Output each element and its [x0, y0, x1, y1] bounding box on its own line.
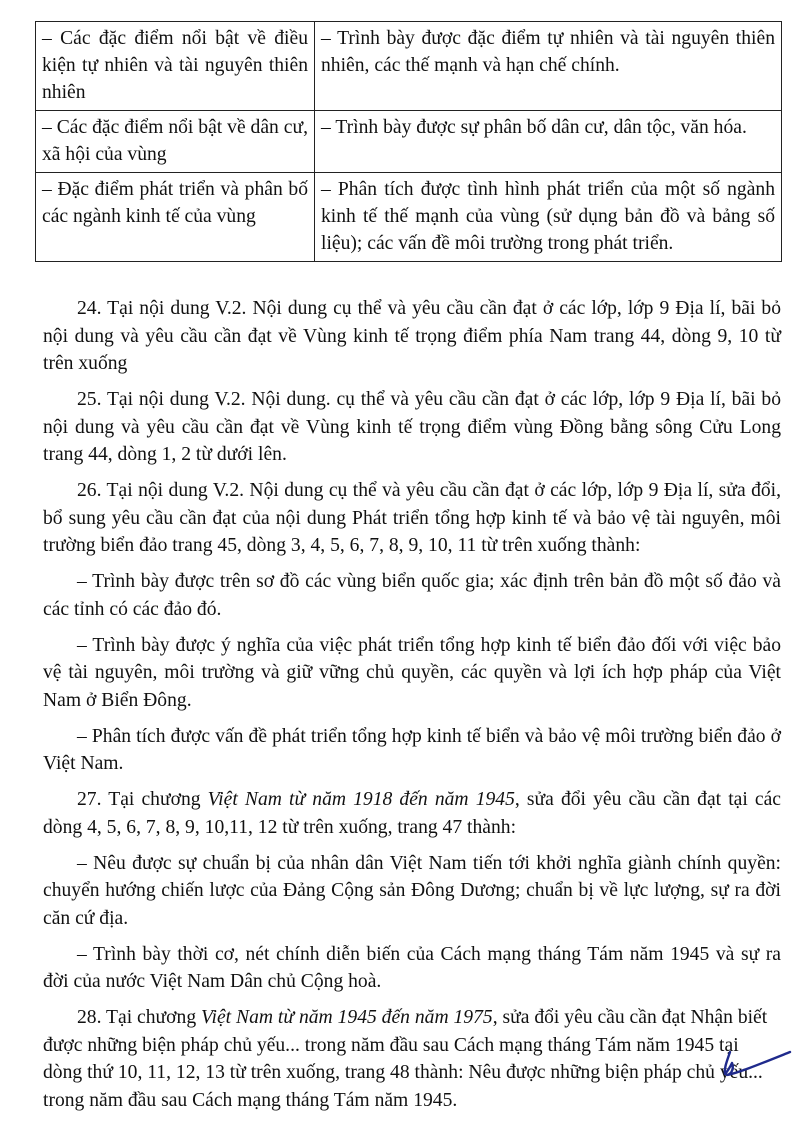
paragraph-27 — [43, 786, 781, 841]
paragraph-25: 25. Tại nội dung V.2. Nội dung. cụ thể và yêu cầu cần đạt ở các lớp, lớp 9 Địa lí, bãi bỏ nội dung và yêu cầu cần đạt về Vùng kinh tế trọng điểm vùng Đồng bằng sông Cửu Long trang 44, dòng 1, 2 từ dưới lên. — [43, 389, 781, 465]
requirements-table — [35, 21, 782, 262]
table-cell-content: – Các đặc điểm nổi bật về dân cư, xã hội của vùng — [36, 111, 315, 173]
paragraph-27-rest: , sửa đổi yêu cầu cần đạt tại các dòng 4, 5, 6, 7, 8, 9, 10,11, 12 từ trên xuống, trang 47 thành: — [43, 789, 781, 838]
paragraph-27-chapter-title: Việt Nam từ năm 1918 đến năm 1945 — [207, 789, 515, 810]
table-cell-requirement: – Trình bày được đặc điểm tự nhiên và tài nguyên thiên nhiên, các thế mạnh và hạn chế chính. — [315, 22, 782, 111]
paragraph-28-chapter-title: Việt Nam từ năm 1945 đến năm 1975 — [201, 1007, 493, 1028]
table-cell-content: – Các đặc điểm nổi bật về điều kiện tự nhiên và tài nguyên thiên nhiên — [36, 22, 315, 111]
table-row — [36, 173, 782, 262]
paragraph-28-lead: 28. Tại chương — [77, 1007, 202, 1028]
table-row — [36, 111, 782, 173]
bullet-26-1: – Trình bày được trên sơ đồ các vùng biển quốc gia; xác định trên bản đồ một số đảo và các tỉnh có các đảo đó. — [43, 571, 781, 620]
bullet-26-3: – Phân tích được vấn đề phát triển tổng hợp kinh tế biển và bảo vệ môi trường biển đảo ở Việt Nam. — [43, 725, 781, 774]
bullet-27-1: – Nêu được sự chuẩn bị của nhân dân Việt Nam tiến tới khởi nghĩa giành chính quyền: chuyển hướng chiến lược của Đảng Cộng sản Đông Dương; chuẩn bị về lực lượng, sự ra đời căn cứ địa. — [43, 852, 781, 929]
paragraph-26: 26. Tại nội dung V.2. Nội dung cụ thể và yêu cầu cần đạt ở các lớp, lớp 9 Địa lí, sửa đổi, bổ sung yêu cầu cần đạt của nội dung Phát triển tổng hợp kinh tế và bảo vệ tài nguyên, môi trường biển đảo trang 45, dòng 3, 4, 5, 6, 7, 8, 9, 10, 11 từ trên xuống thành: — [43, 480, 781, 556]
signature-mark — [708, 1030, 793, 1080]
bullet-27-2: – Trình bày thời cơ, nét chính diễn biến của Cách mạng tháng Tám năm 1945 và sự ra đời của nước Việt Nam Dân chủ Cộng hoà. — [43, 943, 781, 992]
bullet-26-2: – Trình bày được ý nghĩa của việc phát triển tổng hợp kinh tế biển đảo đối với việc bảo vệ tài nguyên, môi trường và giữ vững chủ quyền, các quyền và lợi ích hợp pháp của Việt Nam ở Biển Đông. — [43, 634, 781, 711]
table-row — [36, 22, 782, 111]
document-body — [43, 295, 781, 1123]
paragraph-27-lead: 27. Tại chương — [77, 789, 208, 810]
paragraph-28-rest: , sửa đổi yêu cầu cần đạt Nhận biết được những biện pháp chủ yếu... trong năm đầu sau Cách mạng tháng Tám năm 1945 tại dòng thứ 10, 11, 12, 13 từ trên xuống, trang 48 thành: Nêu được những biện pháp chủ yếu... trong năm đầu sau Cách mạng tháng Tám năm 1945. — [43, 1007, 768, 1111]
paragraph-28 — [43, 1004, 781, 1114]
table-cell-requirement: – Phân tích được tình hình phát triển của một số ngành kinh tế thế mạnh của vùng (sử dụng bản đồ và bảng số liệu); các vấn đề môi trường trong phát triển. — [315, 173, 782, 262]
table-cell-requirement: – Trình bày được sự phân bố dân cư, dân tộc, văn hóa. — [315, 111, 782, 173]
table-cell-content: – Đặc điểm phát triển và phân bố các ngành kinh tế của vùng — [36, 173, 315, 262]
paragraph-24: 24. Tại nội dung V.2. Nội dung cụ thể và yêu cầu cần đạt ở các lớp, lớp 9 Địa lí, bãi bỏ nội dung và yêu cầu cần đạt về Vùng kinh tế trọng điểm phía Nam trang 44, dòng 9, 10 từ trên xuống — [43, 298, 781, 374]
